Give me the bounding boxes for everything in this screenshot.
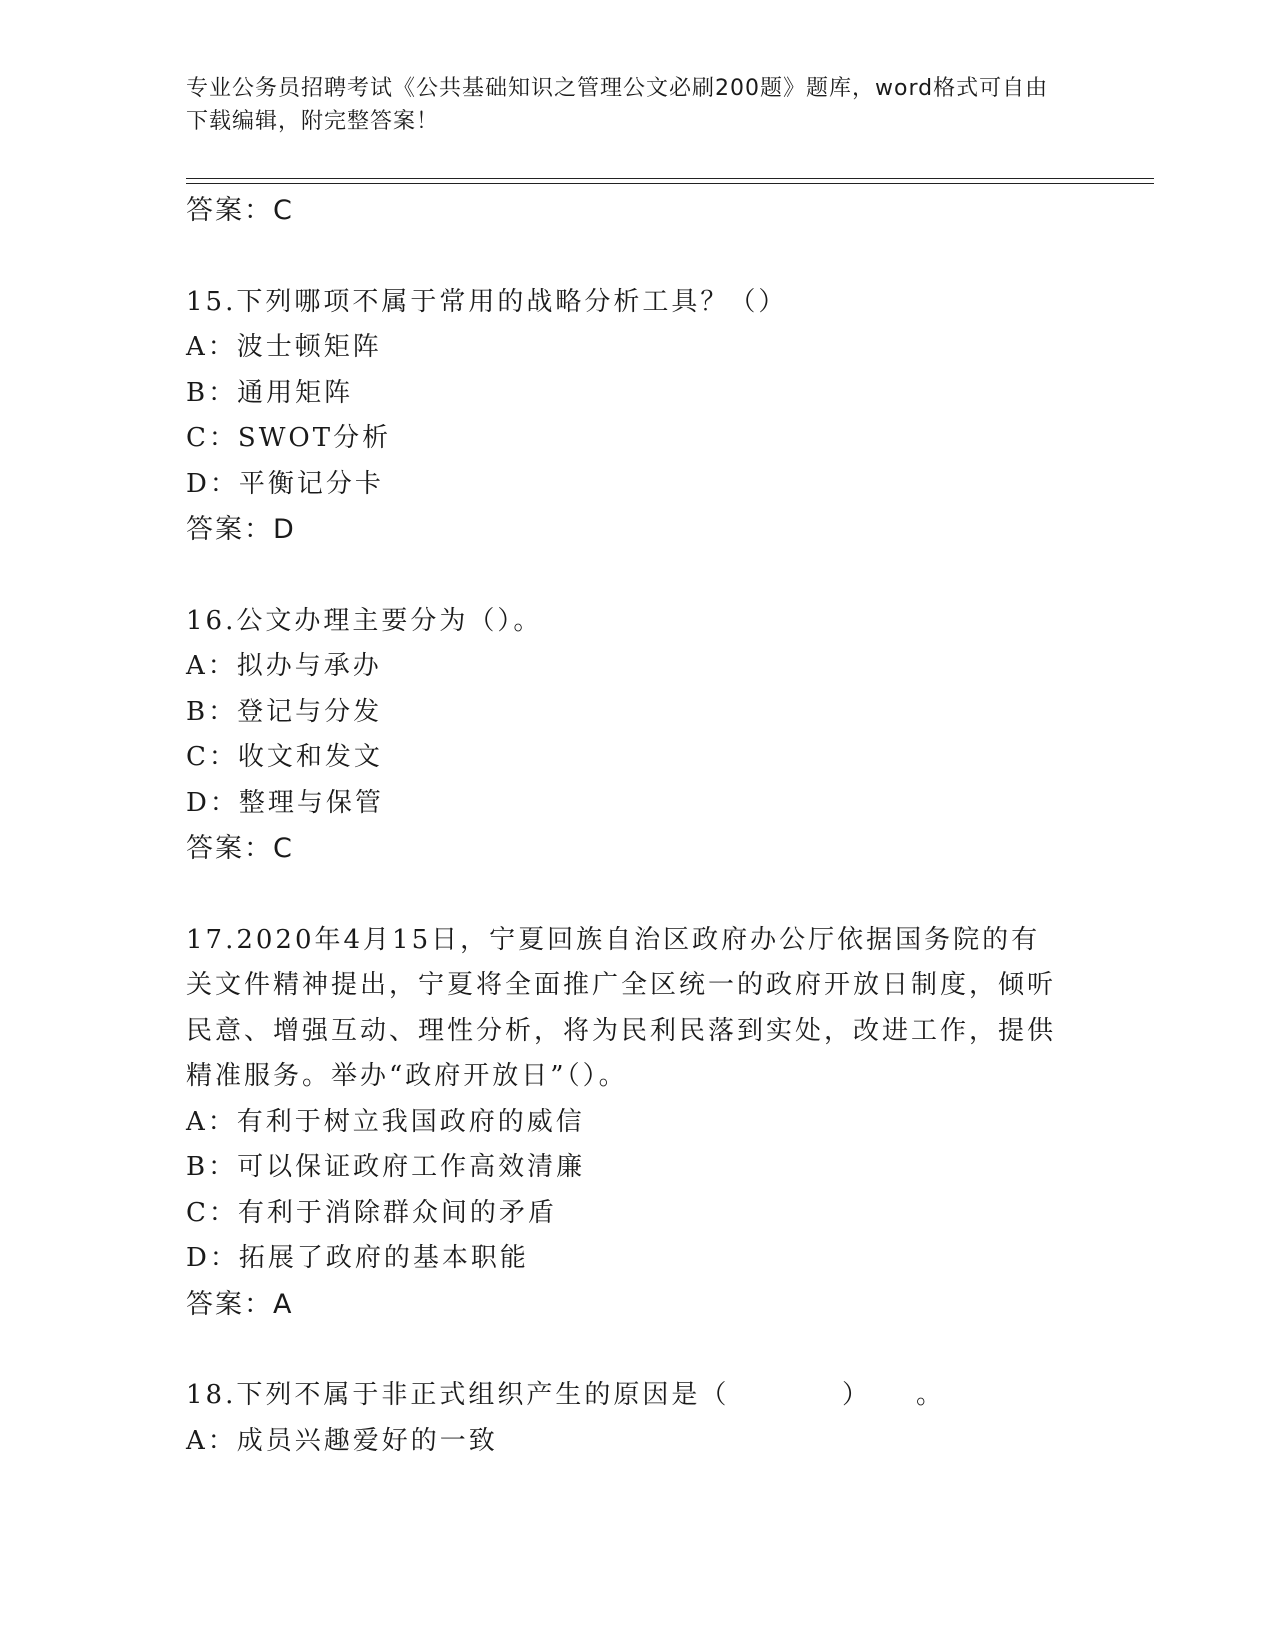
question-block [186,918,1066,1328]
option-b: B：可以保证政府工作高效清廉 [186,1152,586,1182]
option-b: B：通用矩阵 [186,377,354,408]
option-a: A：有利于树立我国政府的威信 [186,1106,585,1137]
option-d: D：拓展了政府的基本职能 [186,1243,529,1273]
spacer [186,872,1066,918]
option-c: C：收文和发文 [186,742,383,772]
header-divider-top [186,178,1154,179]
header-title: 专业公务员招聘考试《公共基础知识之管理公文必刷200题》题库，word格式可自由下载编辑，附完整答案！ [186,76,1049,134]
question-list [186,188,1066,1464]
question-block [186,1373,1066,1464]
question-text: 16.公文办理主要分为（）。 [186,605,543,636]
option-a: A：拟办与承办 [186,651,382,681]
answer-line: 答案：C [186,195,294,226]
question-text: 17.2020年4月15日，宁夏回族自治区政府办公厅依据国务院的有关文件精神提出，宁夏将全面推广全区统一的政府开放日制度，倾听民意、增强互动、理性分析，将为民利民落到实处，改进工作，提供精准服务。举办“政府开放日”（）。 [186,924,1057,1091]
option-a: A：波士顿矩阵 [186,332,382,362]
option-d: D：整理与保管 [186,787,384,818]
header-divider-bottom [186,183,1154,184]
answer-line: 答案：C [186,833,294,864]
spacer [186,1327,1066,1373]
question-text: 18.下列不属于非正式组织产生的原因是（ ） 。 [186,1380,946,1410]
option-c: C：SWOT分析 [186,423,392,453]
answer-line: 答案：A [186,1288,294,1320]
option-a: A：成员兴趣爱好的一致 [186,1425,498,1456]
answer-line: 答案：D [186,514,296,545]
question-block [186,599,1066,872]
option-b: B：登记与分发 [186,696,383,727]
option-c: C：有利于消除群众间的矛盾 [186,1197,557,1228]
question-text: 15.下列哪项不属于常用的战略分析工具？（） [186,286,788,317]
option-d: D：平衡记分卡 [186,468,384,499]
spacer [186,553,1066,599]
spacer [186,234,1066,280]
document-header [186,72,1066,138]
question-block [186,280,1066,553]
